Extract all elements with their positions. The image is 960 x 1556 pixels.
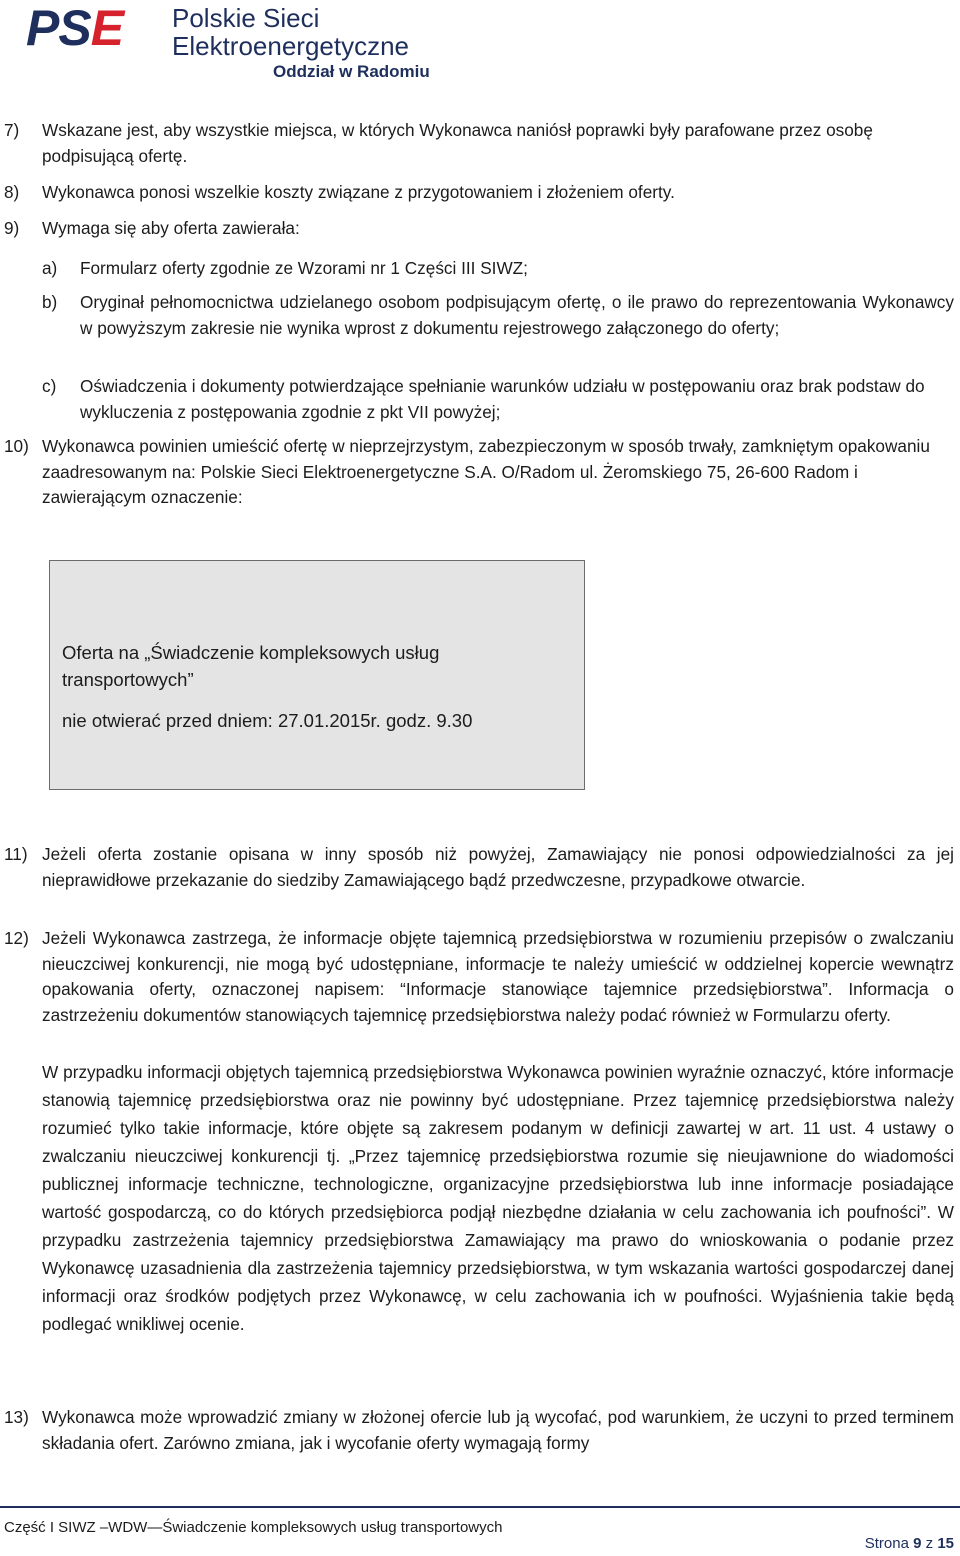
envelope-date: nie otwierać przed dniem: 27.01.2015r. godz. 9.30 — [62, 710, 473, 731]
company-name-line1: Polskie Sieci — [172, 3, 320, 33]
page-number — [865, 1535, 954, 1552]
page-separator: z — [925, 1535, 934, 1552]
company-name-line2: Elektroenergetyczne — [172, 31, 410, 61]
pse-logo: PSE — [26, 0, 124, 56]
envelope-label-box — [49, 560, 585, 790]
subitem-letter: a) — [42, 258, 58, 278]
subitem-letter: c) — [42, 376, 57, 396]
item-12-text: Jeżeli Wykonawca zastrzega, że informacje objęte tajemnicą przedsiębiorstwa w rozumieniu przepisów o zwalczaniu nieuczciwej konkurencji, nie mogą być udostępniane, informacje te należy umieścić w oddzielnej kopercie wewnątrz opakowania oferty, oznaczonej napisem: “Informacje stanowiące tajemnice przedsiębiorstwa”. Informacja o zastrzeżeniu dokumentów stanowiących tajemnicę przedsiębiorstwa należy podać również w Formularzu oferty. — [42, 928, 954, 1025]
item-12-paragraph-2: W przypadku informacji objętych tajemnicą przedsiębiorstwa Wykonawca powinien wyraźnie oznaczyć, które informacje stanowią tajemnicę przedsiębiorstwa oraz nie powinny być udostępniane. Przez tajemnicę przedsiębiorstwa należy rozumieć tylko takie informacje, które objęte są zakresem podanym w definicji zawartej w art. 11 ust. 4 ustawy o zwalczaniu nieuczciwej konkurencji tj. „Przez tajemnicę przedsiębiorstwa rozumie się nieujawnione do wiadomości publicznej informacje techniczne, technologiczne, organizacyjne przedsiębiorstwa lub inne informacje posiadające wartość gospodarczą, co do których przedsiębiorca podjął niezbędne działania w celu zachowania ich poufności”. W przypadku zastrzeżenia tajemnicy przedsiębiorstwa Zamawiający ma prawo do wnioskowania o podanie przez Wykonawcę uzasadnienia dla zastrzeżenia tajemnicy przedsiębiorstwa, w tym wskazania wartości gospodarczej danej informacji oraz środków podjętych przez Wykonawcę, w celu zachowania ich w poufności. Wyjaśnienia takie będą podlegać wnikliwej ocenie. — [42, 1062, 954, 1334]
branch-name: Oddział w Radomiu — [273, 62, 430, 81]
item-11-text: Jeżeli oferta zostanie opisana w inny sposób niż powyżej, Zamawiający nie ponosi odpowiedzialności za jej nieprawidłowe przekazanie do siedziby Zamawiającego bądź przedwczesne, przypadkowe otwarcie. — [42, 844, 954, 890]
item-9b-text: Oryginał pełnomocnictwa udzielanego osobom podpisującym ofertę, o ile prawo do reprezentowania Wykonawcy w powyższym zakresie nie wynika wprost z dokumentu rejestrowego załączonego do oferty; — [80, 292, 954, 338]
item-number: 9) — [4, 218, 20, 238]
item-number: 7) — [4, 120, 20, 140]
subitem-letter: b) — [42, 292, 58, 312]
item-number: 8) — [4, 182, 20, 202]
envelope-title: Oferta na „Świadczenie kompleksowych usług transportowych” — [62, 642, 440, 690]
item-7-text: Wskazane jest, aby wszystkie miejsca, w których Wykonawca naniósł poprawki były parafowane przez osobę podpisującą ofertę. — [42, 120, 873, 166]
footer-divider — [0, 1506, 960, 1508]
item-13-text: Wykonawca może wprowadzić zmiany w złożonej ofercie lub ją wycofać, pod warunkiem, że uczyni to przed terminem składania ofert. Zarówno zmiana, jak i wycofanie oferty wymagają formy — [42, 1407, 954, 1453]
item-number: 10) — [4, 436, 29, 456]
item-8-text: Wykonawca ponosi wszelkie koszty związane z przygotowaniem i złożeniem oferty. — [42, 182, 675, 202]
item-9c-text: Oświadczenia i dokumenty potwierdzające spełnianie warunków udziału w postępowaniu oraz brak podstaw do wykluczenia z postępowania zgodnie z pkt VII powyżej; — [80, 376, 925, 422]
item-number: 13) — [4, 1407, 29, 1427]
item-9a-text: Formularz oferty zgodnie ze Wzorami nr 1 Części III SIWZ; — [80, 258, 528, 278]
item-number: 12) — [4, 928, 29, 948]
page-total: 15 — [937, 1535, 954, 1552]
letterhead — [20, 0, 480, 90]
item-number: 11) — [4, 844, 28, 864]
item-9-text: Wymaga się aby oferta zawierała: — [42, 218, 300, 238]
item-10-text: Wykonawca powinien umieścić ofertę w nieprzejrzystym, zabezpieczonym w sposób trwały, zamkniętym opakowaniu zaadresowanym na: Polskie Sieci Elektroenergetyczne S.A. O/Radom ul. Żeromskiego 75, 26-600 Radom i zawierającym oznaczenie: — [42, 436, 930, 507]
page-current: 9 — [913, 1535, 922, 1552]
page-word: Strona — [864, 1535, 909, 1552]
footer-document-title: Część I SIWZ –WDW—Świadczenie kompleksowych usług transportowych — [4, 1519, 503, 1536]
